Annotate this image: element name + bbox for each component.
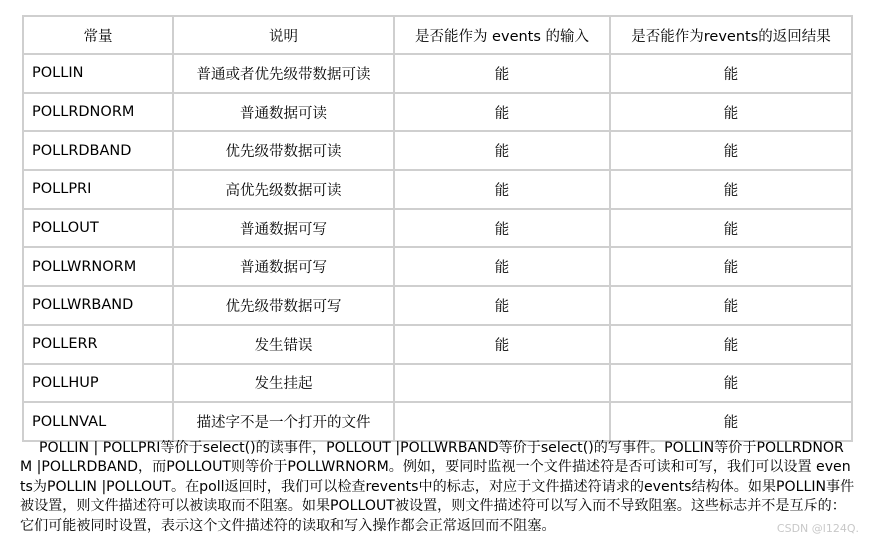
constant-cell: POLLNVAL xyxy=(23,402,173,441)
table-row xyxy=(23,209,852,248)
events-cell: 能 xyxy=(394,170,610,209)
table-row xyxy=(23,286,852,325)
events-cell: 能 xyxy=(394,286,610,325)
constant-cell: POLLERR xyxy=(23,325,173,364)
events-cell: 能 xyxy=(394,93,610,132)
constant-cell: POLLWRNORM xyxy=(23,247,173,286)
events-cell: 能 xyxy=(394,131,610,170)
header-description: 说明 xyxy=(173,16,394,54)
events-cell xyxy=(394,364,610,403)
constant-cell: POLLWRBAND xyxy=(23,286,173,325)
events-cell: 能 xyxy=(394,247,610,286)
constant-cell: POLLRDBAND xyxy=(23,131,173,170)
table-row xyxy=(23,364,852,403)
revents-cell: 能 xyxy=(610,54,852,93)
events-cell: 能 xyxy=(394,54,610,93)
header-events-input: 是否能作为 events 的输入 xyxy=(394,16,610,54)
constant-cell: POLLHUP xyxy=(23,364,173,403)
revents-cell: 能 xyxy=(610,325,852,364)
header-revents-result: 是否能作为revents的返回结果 xyxy=(610,16,852,54)
revents-cell: 能 xyxy=(610,402,852,441)
events-cell xyxy=(394,402,610,441)
revents-cell: 能 xyxy=(610,170,852,209)
events-cell: 能 xyxy=(394,325,610,364)
poll-events-table xyxy=(22,15,853,442)
revents-cell: 能 xyxy=(610,209,852,248)
description-cell: 普通或者优先级带数据可读 xyxy=(173,54,394,93)
table-row xyxy=(23,170,852,209)
description-cell: 优先级带数据可写 xyxy=(173,286,394,325)
description-cell: 普通数据可写 xyxy=(173,209,394,248)
constant-cell: POLLRDNORM xyxy=(23,93,173,132)
events-cell: 能 xyxy=(394,209,610,248)
revents-cell: 能 xyxy=(610,131,852,170)
description-cell: 普通数据可读 xyxy=(173,93,394,132)
table-row xyxy=(23,131,852,170)
table-row xyxy=(23,54,852,93)
constant-cell: POLLOUT xyxy=(23,209,173,248)
table-row xyxy=(23,325,852,364)
table-header-row xyxy=(23,16,852,54)
header-constant: 常量 xyxy=(23,16,173,54)
revents-cell: 能 xyxy=(610,93,852,132)
description-cell: 发生挂起 xyxy=(173,364,394,403)
table-row xyxy=(23,402,852,441)
description-cell: 普通数据可写 xyxy=(173,247,394,286)
watermark: CSDN @l124Q. xyxy=(776,522,859,535)
table-row xyxy=(23,93,852,132)
revents-cell: 能 xyxy=(610,364,852,403)
constant-cell: POLLPRI xyxy=(23,170,173,209)
description-cell: 描述字不是一个打开的文件 xyxy=(173,402,394,441)
explanation-paragraph: POLLIN | POLLPRI等价于select()的读事件，POLLOUT |POLLWRBAND等价于select()的写事件。POLLIN等价于POLLRDNORM |POLLRDBAND，而POLLOUT则等价于POLLWRNORM。例如，要同时监视一个文件描述符是否可读和可写，我们可以设置 events为POLLIN |POLLOUT。在poll返回时，我们可以检查revents中的标志，对应于文件描述符请求的events结构体。如果POLLIN事件被设置，则文件描述符可以被读取而不阻塞。如果POLLOUT被设置，则文件描述符可以写入而不导致阻塞。这些标志并不是互斥的：它们可能被同时设置，表示这个文件描述符的读取和写入操作都会正常返回而不阻塞。 xyxy=(20,440,855,534)
constant-cell: POLLIN xyxy=(23,54,173,93)
revents-cell: 能 xyxy=(610,247,852,286)
table-row xyxy=(23,247,852,286)
revents-cell: 能 xyxy=(610,286,852,325)
description-cell: 优先级带数据可读 xyxy=(173,131,394,170)
description-cell: 高优先级数据可读 xyxy=(173,170,394,209)
description-cell: 发生错误 xyxy=(173,325,394,364)
